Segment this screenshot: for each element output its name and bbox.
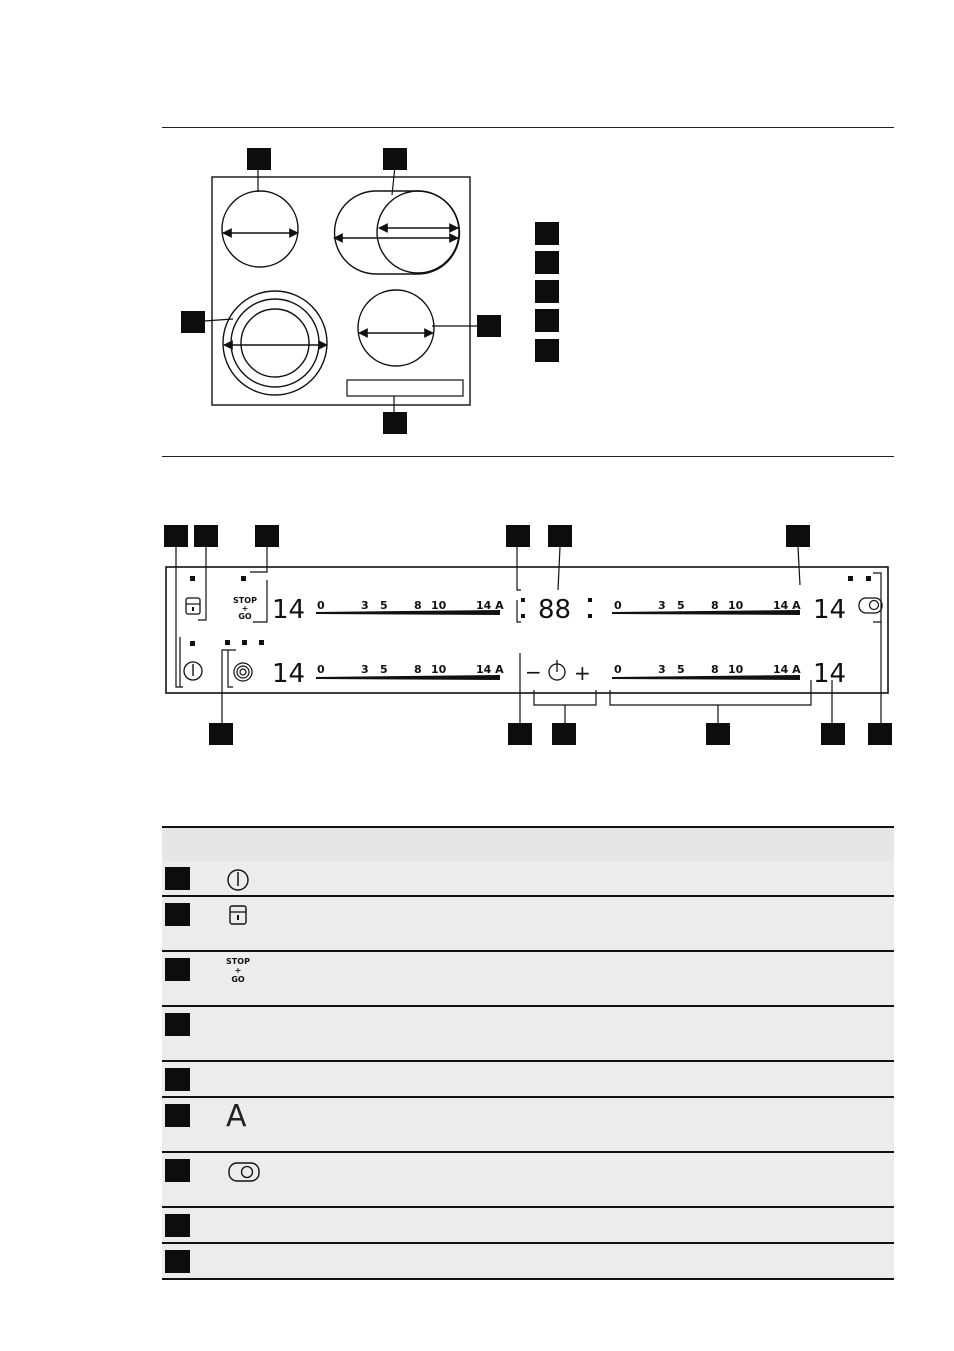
row-number-marker [165, 1250, 190, 1273]
control-panel-diagram [0, 540, 954, 740]
scale-label: 3 [361, 663, 369, 676]
stop-go-label: + [241, 604, 249, 613]
power-slider-bottom-right [612, 675, 800, 680]
row-number-marker [165, 1068, 190, 1091]
scale-label: 14 A [773, 599, 801, 612]
scale-label: 3 [658, 599, 666, 612]
stop-go-line: + [234, 966, 242, 975]
callout-5 [383, 412, 407, 434]
scale-label: 14 A [476, 663, 504, 676]
cooking-zone-oval [335, 191, 460, 274]
scale-label: 0 [317, 599, 325, 612]
power-display-top-left: 14 [272, 595, 306, 625]
bridge-icon [859, 598, 882, 613]
power-slider-bottom-left [316, 675, 500, 680]
timer-plus: + [574, 661, 591, 685]
row-number-marker [165, 958, 190, 981]
scale-label: 3 [361, 599, 369, 612]
cooking-zone-rear-right [358, 290, 434, 366]
callout-1 [247, 148, 271, 170]
scale-label: 10 [728, 663, 744, 676]
letter-a-symbol: A [226, 1099, 247, 1134]
scale-label: 8 [414, 663, 422, 676]
legend-marker-1 [535, 222, 559, 245]
row-number-marker [165, 903, 190, 926]
scale-label: 0 [614, 663, 622, 676]
scale-label: 5 [677, 663, 685, 676]
scale-label: 10 [431, 599, 447, 612]
row-number-marker [165, 1013, 190, 1036]
legend-marker-4 [535, 309, 559, 332]
stop-go-label: GO [238, 612, 252, 621]
callout-3 [181, 311, 205, 333]
legend-marker-5 [535, 339, 559, 362]
scale-label: 14 A [773, 663, 801, 676]
power-slider-top-right [612, 610, 800, 615]
stop-go-line: GO [231, 975, 245, 984]
row-number-marker [165, 1214, 190, 1237]
callout-4 [477, 315, 501, 337]
scale-label: 8 [414, 599, 422, 612]
cooking-zone-double-outer [223, 291, 327, 395]
cooking-zone-front-left [222, 191, 298, 267]
table-row [162, 1007, 894, 1062]
table-row [162, 897, 894, 952]
timer-icon [549, 660, 565, 680]
table-header [162, 826, 894, 863]
power-display-bottom-left: 14 [272, 659, 306, 689]
timer-display: 88 [538, 595, 572, 625]
stop-go-line: STOP [226, 957, 250, 966]
bridge-icon [226, 1158, 258, 1186]
table-row [162, 952, 894, 1007]
lock-icon [186, 598, 200, 614]
control-panel-strip [347, 380, 463, 396]
callout-2 [383, 148, 407, 170]
scale-label: 5 [677, 599, 685, 612]
scale-label: 0 [317, 663, 325, 676]
power-slider-top-left [316, 610, 500, 615]
power-icon [226, 866, 258, 894]
table-row [162, 1153, 894, 1208]
scale-label: 8 [711, 599, 719, 612]
scale-label: 5 [380, 599, 388, 612]
symbol-table [162, 826, 894, 1281]
table-row [162, 1244, 894, 1280]
scale-label: 8 [711, 663, 719, 676]
table-row [162, 1062, 894, 1098]
zone-select-icon [234, 663, 252, 681]
hob-layout-diagram [0, 0, 954, 460]
table-row [162, 1208, 894, 1244]
power-display-top-right: 14 [813, 595, 847, 625]
stop-go-symbol [222, 957, 254, 985]
cooking-zone-oval-inner [377, 191, 459, 273]
timer-minus: − [525, 660, 542, 684]
stop-go-label: STOP [233, 596, 257, 605]
row-number-marker [165, 1159, 190, 1182]
legend-marker-2 [535, 251, 559, 274]
scale-label: 3 [658, 663, 666, 676]
legend-marker-3 [535, 280, 559, 303]
table-row [162, 861, 894, 897]
lock-icon [226, 902, 258, 930]
power-icon [184, 662, 202, 680]
cooking-zone-double-inner [231, 299, 319, 387]
scale-label: 14 A [476, 599, 504, 612]
scale-label: 10 [431, 663, 447, 676]
scale-label: 5 [380, 663, 388, 676]
row-number-marker [165, 867, 190, 890]
power-display-bottom-right: 14 [813, 659, 847, 689]
table-row [162, 1098, 894, 1153]
scale-label: 0 [614, 599, 622, 612]
row-number-marker [165, 1104, 190, 1127]
scale-label: 10 [728, 599, 744, 612]
